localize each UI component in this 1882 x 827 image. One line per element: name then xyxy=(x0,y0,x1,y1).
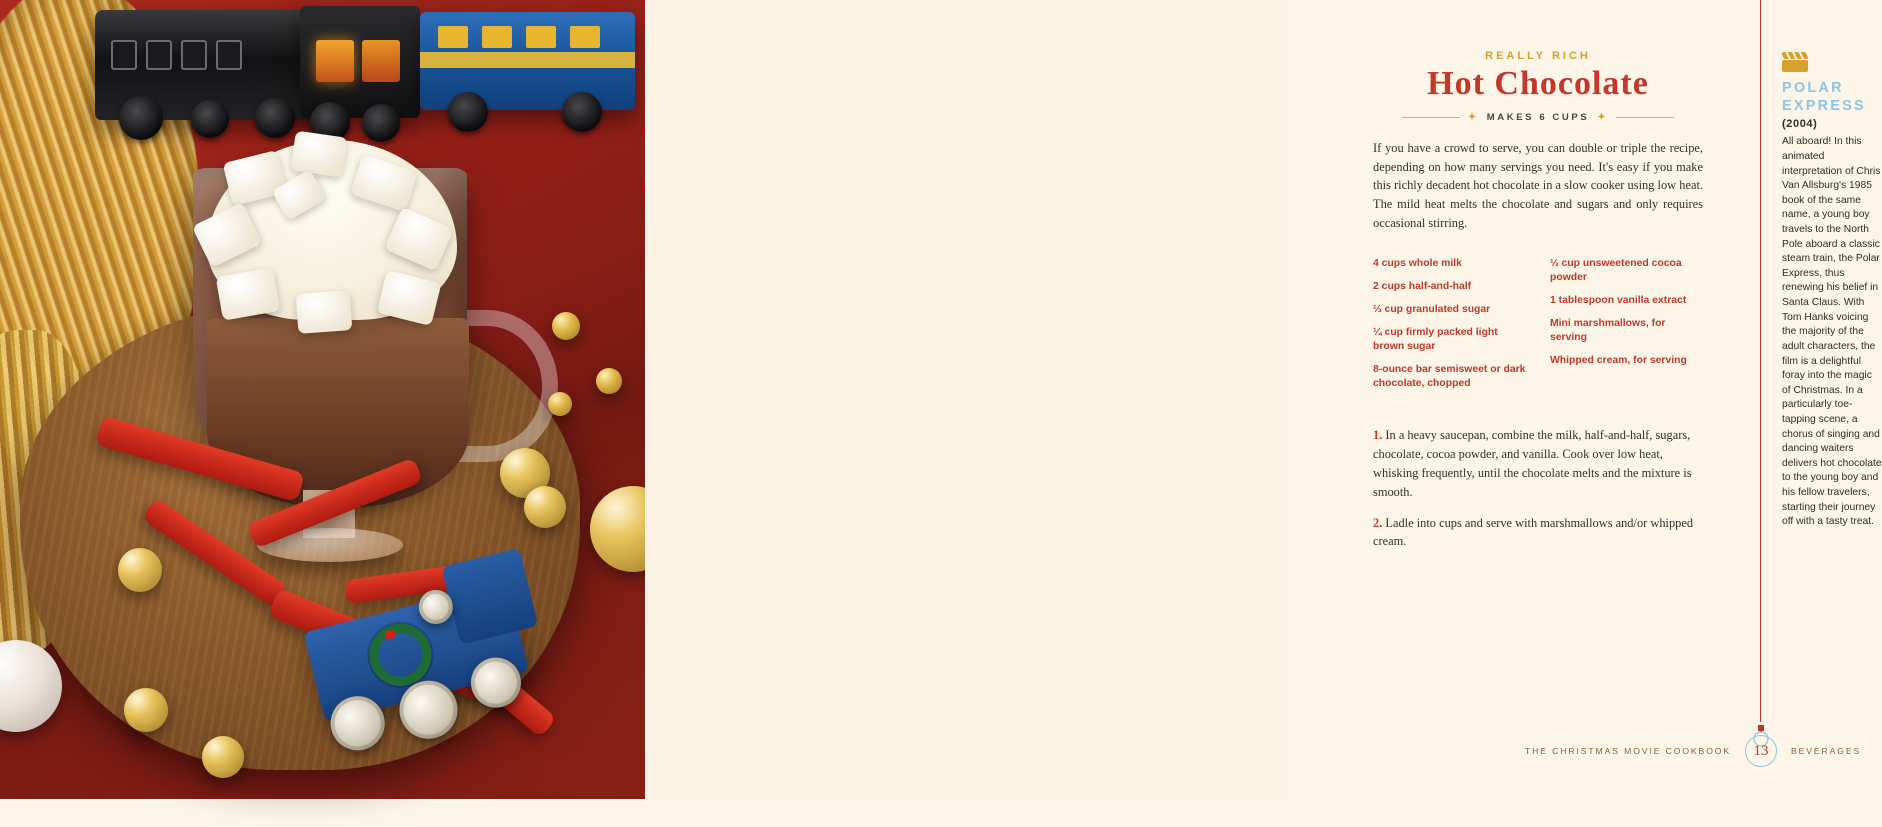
train-car-stripe xyxy=(420,52,635,68)
train-car-window xyxy=(526,26,556,48)
recipe-text-page xyxy=(645,0,1882,799)
footer-section-label: BEVERAGES xyxy=(1791,746,1862,756)
locomotive-windows xyxy=(111,40,242,70)
star-icon: ✦ xyxy=(1467,111,1479,123)
ingredient-item: ⅓ cup unsweetened cocoa powder xyxy=(1550,257,1682,283)
gold-ornament-ball xyxy=(552,312,580,340)
recipe-kicker: REALLY RICH xyxy=(1485,50,1591,62)
locomotive-wheel xyxy=(191,100,229,138)
ingredient-item: 2 cups half-and-half xyxy=(1373,280,1472,292)
movie-sidebar xyxy=(1782,52,1882,530)
footer-book-title: THE CHRISTMAS MOVIE COOKBOOK xyxy=(1525,746,1731,756)
recipe-step xyxy=(1373,514,1703,552)
ingredient-item: ⅓ cup granulated sugar xyxy=(1373,304,1491,315)
ingredient-item: Whipped cream, for serving xyxy=(1550,355,1687,367)
movie-title: POLAR EXPRESS xyxy=(1782,80,1866,114)
recipe-intro: If you have a crowd to serve, you can double or triple the recipe, depending on how many servings you need. It's easy if you make this richly decadent hot chocolate in a slow cooker using low heat. The mild heat melts the chocolate and sugars and only requires occasional stirring. xyxy=(1373,140,1703,231)
recipe-block xyxy=(1373,50,1703,563)
recipe-title: Hot Chocolate xyxy=(1427,65,1649,102)
train-car-wheel xyxy=(562,92,602,132)
page-footer xyxy=(1525,735,1865,767)
gold-ornament-ball xyxy=(124,688,168,732)
ingredients-column-right xyxy=(1550,257,1703,400)
ingredients-list xyxy=(1373,257,1703,400)
cab-window-lit xyxy=(316,40,354,82)
locomotive-wheel xyxy=(119,96,163,140)
gold-ornament-ball xyxy=(118,548,162,592)
star-icon: ✦ xyxy=(1597,111,1609,123)
cab-window-lit xyxy=(362,40,400,82)
step-text: Ladle into cups and serve with marshmallows and/or whipped cream. xyxy=(1373,515,1694,549)
gold-ornament-ball xyxy=(202,736,244,778)
recipe-photo xyxy=(0,0,645,799)
yield-rule-left xyxy=(1402,117,1460,118)
ingredient-item: Mini marshmallows, for serving xyxy=(1550,318,1666,344)
step-number: 1. xyxy=(1373,428,1383,443)
marshmallow xyxy=(296,290,353,334)
blue-train-car-toy xyxy=(420,12,635,110)
step-text: In a heavy saucepan, combine the milk, half-and-half, sugars, chocolate, cocoa powder, and vanilla. Cook over low heat, whisking frequently, until the chocolate melts and the mixture is smooth. xyxy=(1373,428,1692,499)
clapperboard-icon xyxy=(1782,52,1808,72)
ingredients-column-left xyxy=(1373,257,1526,400)
step-number: 2. xyxy=(1373,515,1383,530)
recipe-step xyxy=(1373,426,1703,501)
train-car-window xyxy=(482,26,512,48)
marshmallow xyxy=(290,131,347,178)
yield-rule-right xyxy=(1616,117,1674,118)
page-number: 13 xyxy=(1745,735,1777,767)
movie-description: All aboard! In this animated interpretation of Chris Van Allsburg's 1985 book of the same name, a young boy travels to the North Pole aboard a classic steam train, the Polar Express, thus renewing his belief in Santa Claus. With Tom Hanks voicing the majority of the adult characters, the film is a delightful foray into the magic of Christmas. In a particularly toe-tapping scene, a chorus of singing and dancing waiters delivers hot chocolate to the young boy and his fellow travelers, starting their journey off with a tasty treat. xyxy=(1782,136,1882,528)
recipe-yield xyxy=(1373,112,1703,123)
locomotive-cab xyxy=(300,6,420,118)
vertical-divider-line xyxy=(1760,0,1761,722)
recipe-steps xyxy=(1373,426,1703,551)
black-locomotive-toy xyxy=(95,10,325,120)
gold-ornament-ball xyxy=(524,486,566,528)
ingredient-item: 8-ounce bar semisweet or dark chocolate, chopped xyxy=(1373,364,1526,390)
train-car-window xyxy=(570,26,600,48)
cab-wheel xyxy=(362,104,400,142)
gold-ornament-ball xyxy=(548,392,572,416)
train-car-window xyxy=(438,26,468,48)
ingredient-item: ¼ cup firmly packed light brown sugar xyxy=(1373,327,1498,353)
yield-label: MAKES 6 CUPS xyxy=(1486,111,1590,123)
ingredient-item: 4 cups whole milk xyxy=(1373,257,1462,269)
movie-year: (2004) xyxy=(1782,118,1818,131)
train-car-wheel xyxy=(448,92,488,132)
ingredient-item: 1 tablespoon vanilla extract xyxy=(1550,295,1687,306)
gold-ornament-ball xyxy=(596,368,622,394)
locomotive-wheel xyxy=(255,98,295,138)
